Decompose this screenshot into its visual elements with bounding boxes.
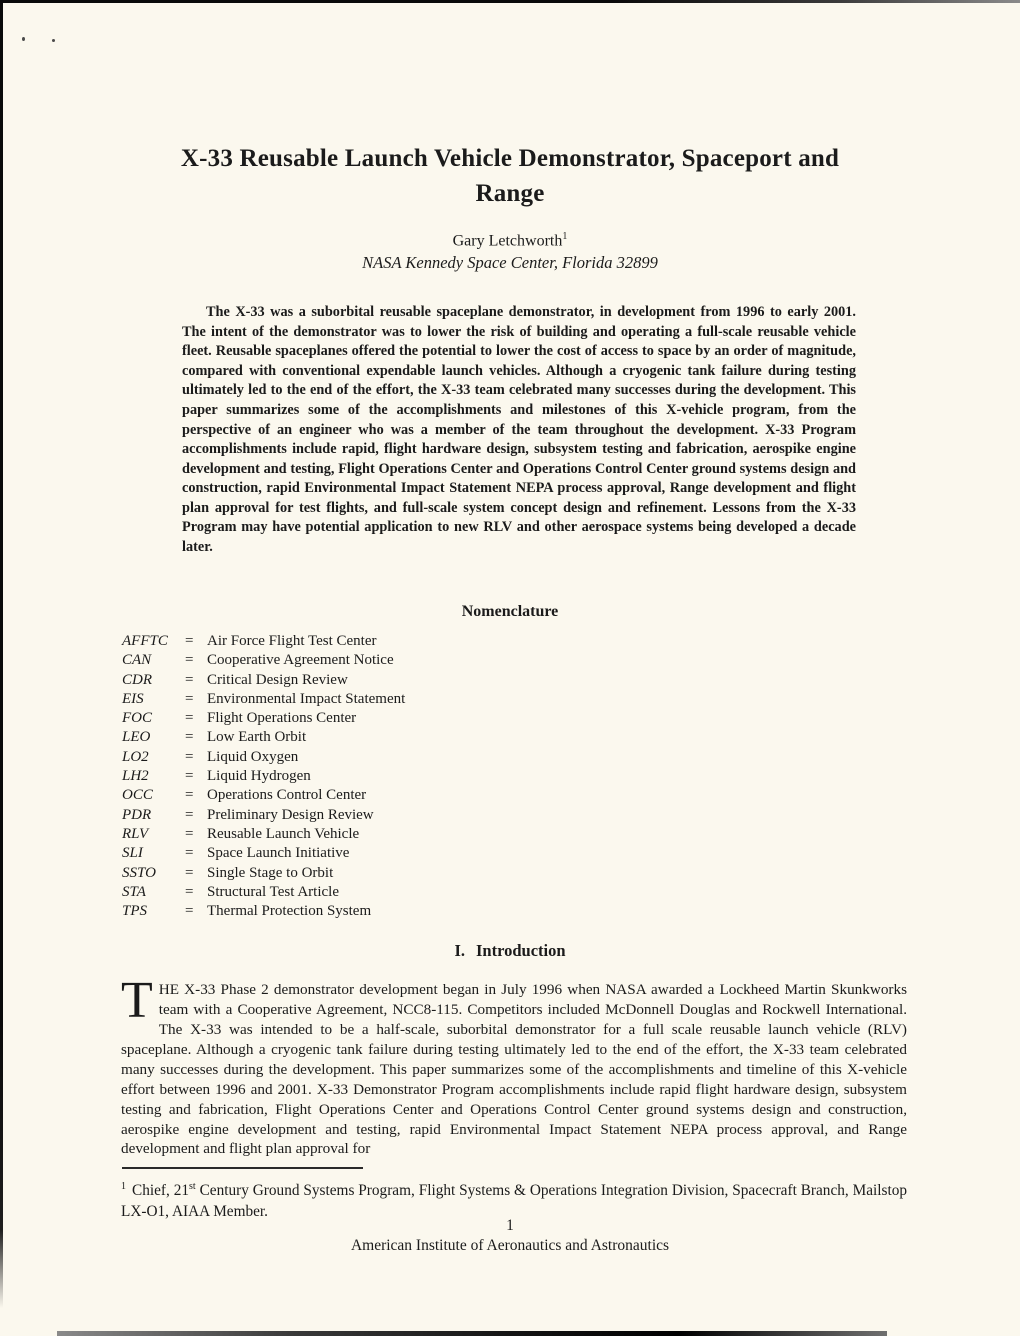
nomenclature-row bbox=[122, 864, 762, 883]
nomenclature-definition: Operations Control Center bbox=[207, 787, 367, 804]
nomenclature-definition: Flight Operations Center bbox=[207, 710, 357, 727]
nomenclature-heading: Nomenclature bbox=[461, 603, 559, 620]
author-line bbox=[0, 231, 1020, 250]
nomenclature-row bbox=[122, 671, 762, 690]
nomenclature-row bbox=[122, 902, 762, 921]
section-title: Introduction bbox=[475, 941, 566, 960]
introduction-text: HE X-33 Phase 2 demonstrator development began in July 1996 when NASA awarded a Lockheed Martin Skunkworks team with a Cooperative Agreement, NCC8-115. Competitors included McDonnell Douglas and Rockwell International. The X-33 was intended to be a half-scale, suborbital demonstrator for a full scale reusable launch vehicle (RLV) spaceplane. Although a cryogenic tank failure during testing ultimately led to the end of the effort, the X-33 team celebrated many successes during the development. This paper summarizes some of the accomplishments and timeline of this X-vehicle effort between 1996 and 2001. X-33 Demonstrator Program accomplishments include rapid flight hardware design, subsystem testing and fabrication, Flight Operations Center and Operations Control Center ground systems design and construction, aerospike engine development and testing, rapid Environmental Impact Statement NEPA process approval, and Range development and flight plan approval for bbox=[121, 981, 907, 1158]
nomenclature-row bbox=[122, 690, 762, 709]
equals-sign: = bbox=[185, 845, 194, 862]
nomenclature-abbr: LEO bbox=[122, 729, 151, 746]
nomenclature-row bbox=[122, 709, 762, 728]
footnote-text-continued: Century Ground Systems Program, Flight Systems & Operations Integration Division, Spacecraft Branch, Mailstop LX-O1, AIAA Member. bbox=[121, 1182, 907, 1221]
footnote-marker: 1 bbox=[121, 1181, 126, 1192]
drop-cap: T bbox=[121, 972, 153, 1030]
nomenclature-row bbox=[122, 844, 762, 863]
ordinal-suffix: st bbox=[189, 1181, 196, 1192]
nomenclature-definition: Critical Design Review bbox=[207, 671, 348, 688]
footnote-text: Chief, 21 bbox=[132, 1182, 190, 1200]
equals-sign: = bbox=[185, 825, 194, 842]
nomenclature-row bbox=[122, 728, 762, 747]
nomenclature-abbr: EIS bbox=[122, 690, 144, 707]
aiaa-footer: American Institute of Aeronautics and Astronautics bbox=[350, 1237, 670, 1254]
nomenclature-list bbox=[122, 632, 762, 921]
nomenclature-row bbox=[122, 748, 762, 767]
abstract-text: The X-33 was a suborbital reusable spaceplane demonstrator, in development from 1996 to early 2001. The intent of the demonstrator was to lower the risk of building and operating a full-scale reusable vehicle fleet. Reusable spaceplanes offered the potential to lower the cost of access to space by an order of magnitude, compared with conventional expendable launch vehicles. Although a cryogenic tank failure during testing ultimately led to the end of the effort, the X-33 team celebrated many successes during the development. This paper summarizes some of the accomplishments and milestones of this X-vehicle program, from the perspective of an engineer who was a member of the team throughout the development. X-33 Program accomplishments include rapid, flight hardware design, subsystem testing and fabrication, aerospike engine development and testing, Flight Operations Center and Operations Control Center ground systems design and construction, rapid Environmental Impact Statement NEPA process approval, Range development and flight plan approval for test flights, and full-scale system concept design and refinement. Lessons from the X-33 Program may have potential application to new RLV and other aerospace systems being developed a decade later. bbox=[182, 304, 856, 555]
footnote-rule bbox=[122, 1167, 363, 1169]
nomenclature-abbr: CDR bbox=[122, 671, 152, 688]
nomenclature-abbr: LH2 bbox=[122, 768, 149, 785]
paper-title bbox=[80, 141, 940, 211]
scan-speck bbox=[22, 37, 25, 41]
nomenclature-row bbox=[122, 786, 762, 805]
equals-sign: = bbox=[185, 729, 194, 746]
equals-sign: = bbox=[185, 806, 194, 823]
equals-sign: = bbox=[185, 768, 194, 785]
author-name: Gary Letchworth bbox=[452, 232, 563, 250]
equals-sign: = bbox=[185, 633, 194, 649]
nomenclature-row bbox=[122, 806, 762, 825]
equals-sign: = bbox=[185, 787, 194, 804]
nomenclature-definition: Cooperative Agreement Notice bbox=[207, 652, 394, 669]
nomenclature-definition: Structural Test Article bbox=[207, 883, 339, 900]
nomenclature-abbr: FOC bbox=[122, 710, 152, 727]
author-affiliation: NASA Kennedy Space Center, Florida 32899 bbox=[362, 253, 658, 272]
nomenclature-abbr: SSTO bbox=[122, 864, 156, 881]
nomenclature-definition: Preliminary Design Review bbox=[207, 806, 374, 823]
nomenclature-abbr: CAN bbox=[122, 652, 152, 669]
scan-artifact-left-edge bbox=[0, 0, 3, 1308]
equals-sign: = bbox=[185, 671, 194, 688]
scan-speck bbox=[52, 39, 55, 42]
section-number: I. bbox=[454, 941, 465, 960]
nomenclature-definition: Reusable Launch Vehicle bbox=[207, 825, 360, 842]
nomenclature-definition: Environmental Impact Statement bbox=[207, 690, 406, 707]
nomenclature-definition: Space Launch Initiative bbox=[207, 845, 350, 862]
nomenclature-abbr: PDR bbox=[122, 806, 152, 823]
nomenclature-abbr: TPS bbox=[122, 903, 148, 920]
title-line-1: X-33 Reusable Launch Vehicle Demonstrator, Spaceport and bbox=[180, 144, 840, 172]
nomenclature-definition: Single Stage to Orbit bbox=[207, 864, 334, 881]
nomenclature-definition: Air Force Flight Test Center bbox=[207, 633, 377, 649]
nomenclature-abbr: STA bbox=[122, 883, 146, 900]
section-heading-introduction bbox=[0, 941, 1020, 961]
nomenclature-row bbox=[122, 651, 762, 670]
introduction-paragraph bbox=[121, 972, 907, 1159]
nomenclature-abbr: SLI bbox=[122, 845, 143, 862]
nomenclature-definition: Liquid Oxygen bbox=[207, 748, 299, 765]
nomenclature-definition: Low Earth Orbit bbox=[207, 729, 307, 746]
scan-artifact-top-edge bbox=[0, 0, 1020, 3]
equals-sign: = bbox=[185, 903, 194, 920]
equals-sign: = bbox=[185, 652, 194, 669]
nomenclature-abbr: AFFTC bbox=[122, 633, 168, 649]
equals-sign: = bbox=[185, 748, 194, 765]
title-line-2: Range bbox=[475, 179, 545, 207]
scan-artifact-bottom-edge bbox=[57, 1331, 887, 1336]
nomenclature-row bbox=[122, 632, 762, 651]
nomenclature-abbr: OCC bbox=[122, 787, 153, 804]
footnote bbox=[121, 1176, 907, 1222]
equals-sign: = bbox=[185, 883, 194, 900]
nomenclature-abbr: LO2 bbox=[122, 748, 149, 765]
nomenclature-row bbox=[122, 825, 762, 844]
page-number: 1 bbox=[506, 1217, 514, 1234]
author-footnote-ref: 1 bbox=[562, 231, 568, 242]
nomenclature-definition: Liquid Hydrogen bbox=[207, 768, 311, 785]
equals-sign: = bbox=[185, 710, 194, 727]
nomenclature-definition: Thermal Protection System bbox=[207, 903, 372, 920]
equals-sign: = bbox=[185, 864, 194, 881]
nomenclature-row bbox=[122, 883, 762, 902]
nomenclature-abbr: RLV bbox=[122, 825, 149, 842]
equals-sign: = bbox=[185, 690, 194, 707]
nomenclature-row bbox=[122, 767, 762, 786]
